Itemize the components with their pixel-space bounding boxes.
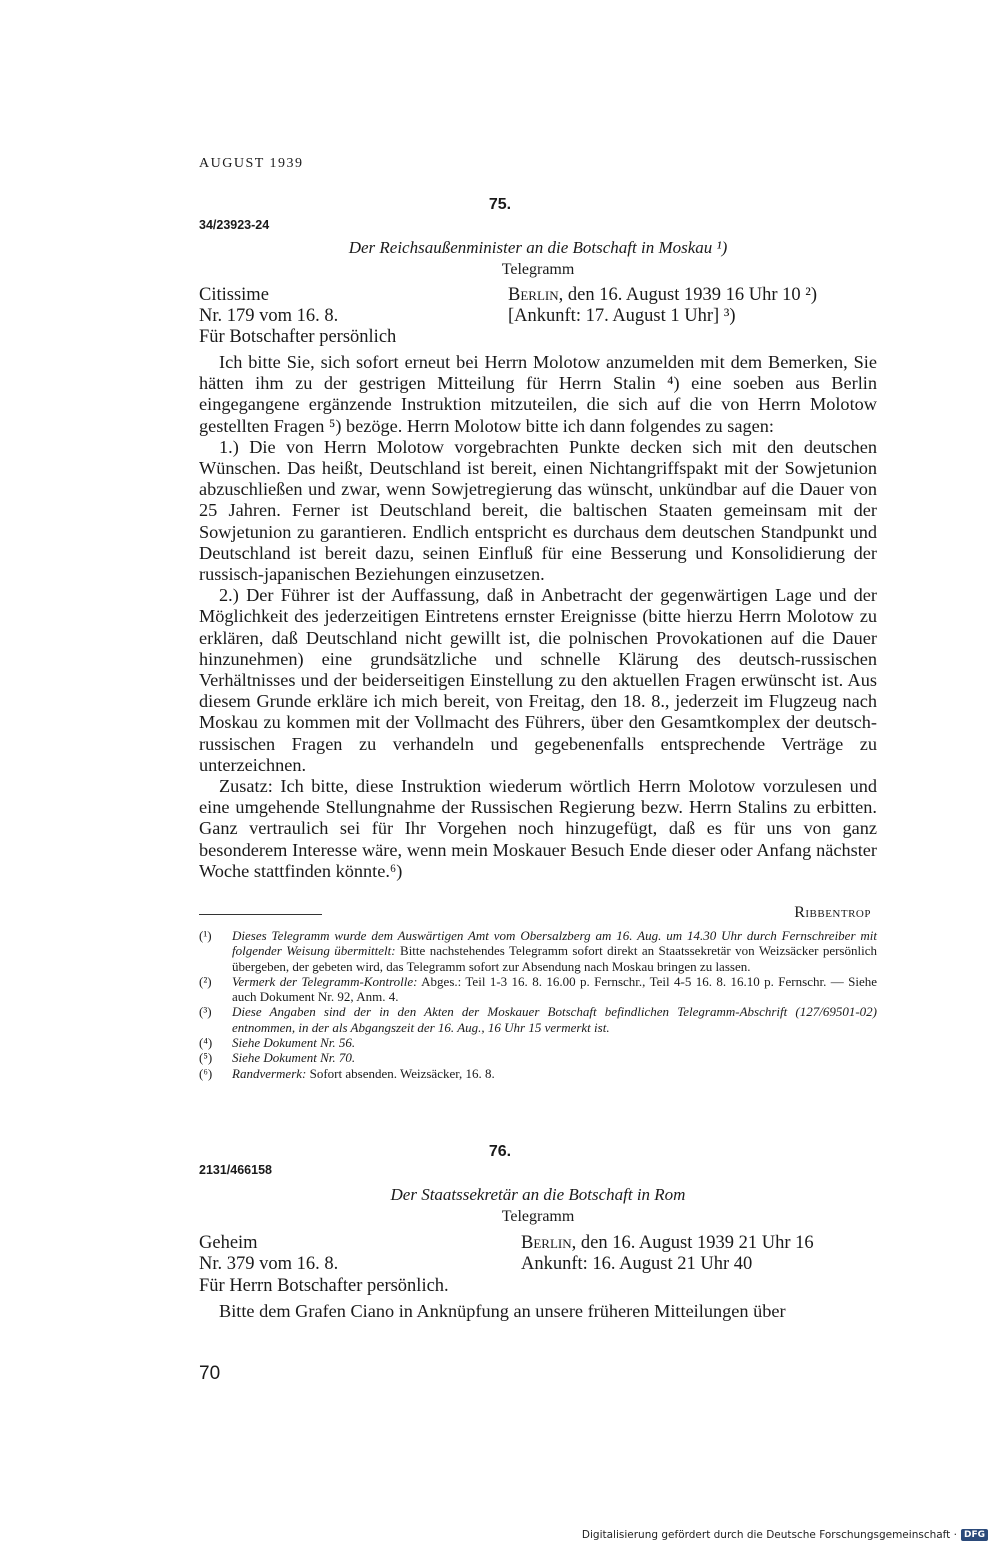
body-paragraph: 1.) Die von Herrn Molotow vorgebrachten Punkte decken sich mit den deutschen Wünschen. Das heißt, Deutschland ist bereit, einen Nichtangriffspakt mit der Sowjetunion abzuschließen und zwar, wenn Sowjetregierung das wünscht, unkündbar auf die Dauer von 25 Jahren. Ferner ist Deutschland bereit, die baltischen Staaten gemeinsam mit der Sowjetunion zu garantieren. Endlich entspricht es durchaus dem deutschen Standpunkt und Deutschland ist bereit dazu, seinen Einfluß für eine Besserung und Konsolidierung der russisch-japanischen Beziehungen einzusetzen. [199,436,877,585]
footnote-divider [199,914,322,915]
file-reference-75: 34/23923-24 [199,218,270,232]
arrival-line: Ankunft: 16. August 21 Uhr 40 [521,1254,753,1274]
footnote-number: (²) [199,973,212,989]
footnote-number: (¹) [199,928,212,943]
dispatch-city: Berlin [521,1233,572,1253]
digitization-credit [582,1529,988,1541]
dispatch-line [508,285,817,306]
running-header: AUGUST 1939 [199,156,304,171]
file-reference-76: 2131/466158 [199,1163,272,1177]
document-number-76: 76. [488,1143,512,1160]
recipient-note: Für Botschafter persönlich [199,327,397,347]
footnote-number: (³) [199,1004,212,1020]
footnote-text: Bitte nachstehendes Telegramm sofort direkt an Staatssekretär von Weizsäcker persönlich übergeben, der gebeten wird, das Telegramm sofort zur Absendung nach Moskau bringen zu lassen. [232,943,877,974]
footnote-italic: Siehe Dokument Nr. 56. [232,1035,356,1051]
footnote-italic: Dieses Telegramm wurde dem Auswärtigen Amt vom Obersalzberg am 16. Aug. um 14.30 Uhr durch Fernschreiber mit folgender Weisung übermittelt: [232,928,877,959]
dfg-logo: DFG [961,1529,988,1541]
signature: Ribbentrop [794,904,871,921]
dispatch-line [521,1233,814,1254]
document-type-76: Telegramm [501,1208,575,1225]
body-paragraph: Bitte dem Grafen Ciano in Anknüpfung an unsere früheren Mitteilungen über [219,1301,786,1321]
document-type-75: Telegramm [501,261,575,278]
body-paragraph: 2.) Der Führer ist der Auffassung, daß in Anbetracht der gegenwärtigen Lage und der Möglichkeit des jederzeitigen Eintretens ernster Ereignisse (bitte hierzu Herrn Molotow zu erklären, daß Deutschland nicht gewillt ist, die polnischen Provokationen auf die Dauer hinzunehmen) eine grundsätzliche und schnelle Klärung des deutsch-russischen Verhältnisses und der beiderseitigen Einstellung zu den aktuellen Fragen erwünscht ist. Aus diesem Grunde erkläre ich mich bereit, von Freitag, den 18. 8., jederzeit im Flugzeug nach Moskau zu kommen mit der Vollmacht des Führers, über den Gesamtkomplex der deutsch-russischen Fragen zu verhandeln und gegebenenfalls entsprechende Verträge zu unterzeichnen. [199,585,877,775]
body-paragraph: Ich bitte Sie, sich sofort erneut bei Herrn Molotow anzumelden mit dem Bemerken, Sie hätten ihm zu der gestrigen Mitteilung für Herrn Stalin ⁴) eine soeben aus Berlin eingegangene ergänzende Instruktion mitzuteilen, die sich auf die von Herrn Molotow gestellten Fragen ⁵) bezöge. Herrn Molotow bitte ich dann folgendes zu sagen: [199,352,877,436]
footnote [199,974,877,1005]
footnote-italic: Vermerk der Telegramm-Kontrolle: [232,973,418,989]
dispatch-datetime: , den 16. August 1939 16 Uhr 10 ²) [558,285,817,305]
footnote-italic: Siehe Dokument Nr. 70. [232,1050,356,1066]
recipient-note: Für Herrn Botschafter persönlich. [199,1276,449,1296]
credit-text: Digitalisierung gefördert durch die Deutsche Forschungsgemeinschaft · [581,1529,957,1541]
classification-label: Geheim [199,1233,258,1253]
footnote-italic: Randvermerk: [232,1065,307,1081]
body-paragraph: Zusatz: Ich bitte, diese Instruktion wiederum wörtlich Herrn Molotow vorzulesen und eine umgehende Stellungnahme der Russischen Regierung bezw. Herrn Stalins zu erbitten. Ganz vertraulich sei für Ihr Vorgehen noch hinzugefügt, daß es für uns von ganz besonderem Interesse wäre, wenn mein Moskauer Besuch Ende dieser oder Anfang nächster Woche stattfinden könnte.⁶) [199,776,877,881]
arrival-line: [Ankunft: 17. August 1 Uhr] ³) [508,306,736,326]
dispatch-city: Berlin [508,285,559,305]
footnotes [199,928,877,1081]
footnote-text: Abges.: Teil 1-3 16. 8. 16.00 p. Fernschr., Teil 4-5 16. 8. 16.10 p. Fernschr. — Siehe auch Dokument Nr. 92, Anm. 4. [232,973,877,1005]
telegram-body-75 [199,352,877,882]
footnote-italic: Diese Angaben sind der in den Akten der Moskauer Botschaft befindlichen Telegramm-Abschrift (127/69501-02) entnommen, in der als Abgangszeit der 16. Aug., 16 Uhr 15 vermerkt ist. [232,1004,877,1035]
footnote [199,928,877,974]
footnote-number: (⁵) [199,1050,213,1066]
footnote [199,1035,877,1050]
document-title-75: Der Reichsaußenminister an die Botschaft in Moskau ¹) [348,238,728,257]
footnote [199,1004,877,1035]
page-number: 70 [199,1363,221,1384]
footnote [199,1066,877,1081]
document-title-76: Der Staatssekretär an die Botschaft in Rom [390,1185,686,1204]
priority-label: Citissime [199,285,269,305]
document-number-75: 75. [488,196,512,213]
dispatch-datetime: , den 16. August 1939 21 Uhr 16 [571,1233,814,1253]
telegram-body-76 [199,1301,877,1322]
footnote-number: (⁴) [199,1035,213,1051]
footnote-number: (⁶) [199,1065,213,1081]
footnote-text: Sofort absenden. Weizsäcker, 16. 8. [306,1065,495,1081]
telegram-number: Nr. 379 vom 16. 8. [199,1254,339,1274]
footnote [199,1050,877,1065]
telegram-number: Nr. 179 vom 16. 8. [199,306,339,326]
